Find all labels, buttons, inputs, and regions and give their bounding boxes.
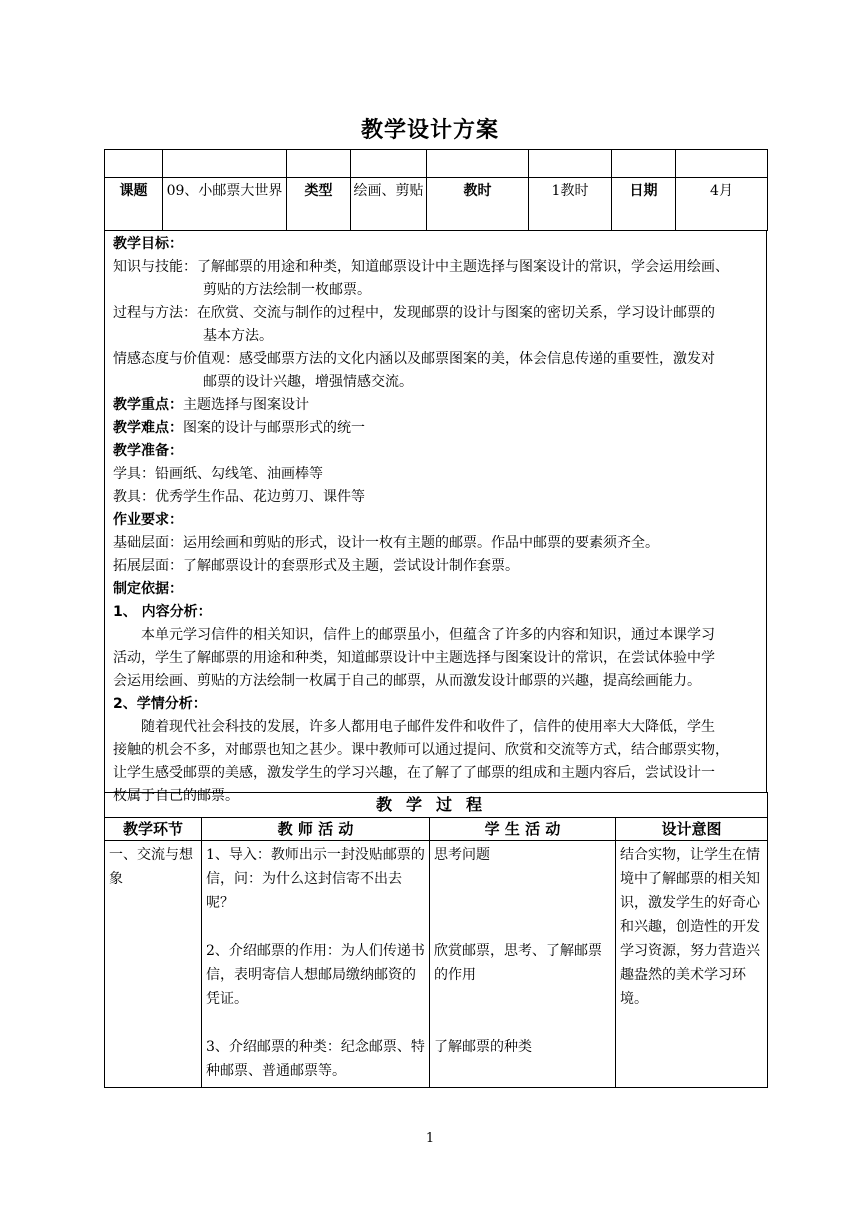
hours-label: 教时: [427, 178, 529, 231]
basis-heading: 制定依据：: [113, 581, 183, 597]
process-line: [113, 302, 766, 325]
emotion-label: 情感态度与价值观：: [113, 351, 239, 367]
knowledge-text: 了解邮票的用途和种类，知道邮票设计中主题选择与图案设计的常识，学会运用绘画、: [197, 259, 729, 275]
student-analysis-line: 让学生感受邮票的美感，激发学生的学习兴趣，在了解了了邮票的组成和主题内容后，尝试设计一: [113, 765, 715, 781]
student-analysis-heading: 2、学情分析：: [113, 696, 207, 712]
plan-body: [104, 231, 767, 804]
key-point-line: [113, 394, 766, 417]
content-analysis-line: 会运用绘画、剪贴的方法绘制一枚属于自己的邮票，从而激发设计邮票的兴趣，提高绘画能力。: [113, 673, 701, 689]
col-student: 学 生 活 动: [430, 818, 616, 841]
table-row: [105, 841, 768, 1088]
process-label: 过程与方法：: [113, 305, 197, 321]
teacher-activity-2: 2、介绍邮票的作用：为人们传递书信，表明寄信人想邮局缴纳邮资的凭证。: [206, 943, 425, 1007]
col-intent: 设计意图: [616, 818, 768, 841]
teacher-activity-3: 3、介绍邮票的种类：纪念邮票、特种邮票、普通邮票等。: [206, 1039, 425, 1079]
teacher-activity-cell: [202, 841, 430, 1088]
preparation-heading: 教学准备：: [113, 443, 183, 459]
intent-cell: 结合实物，让学生在情境中了解邮票的相关知识，激发学生的好奇心和兴趣，创造性的开发学习资源，努力营造兴趣盎然的美术学习环境。: [616, 841, 768, 1088]
difficulty-text: 图案的设计与邮票形式的统一: [183, 420, 365, 436]
info-table: [104, 149, 768, 231]
content-analysis-line: 活动，学生了解邮票的用途和种类，知道邮票设计中主题选择与图案设计的常识，在尝试体验中学: [113, 650, 715, 666]
homework-extended: 拓展层面：了解邮票设计的套票形式及主题，尝试设计制作套票。: [113, 558, 519, 574]
student-tools: 学具：铅画纸、勾线笔、油画棒等: [113, 466, 323, 482]
date-value: 4月: [676, 178, 768, 231]
key-point-label: 教学重点：: [113, 397, 183, 413]
knowledge-line: [113, 256, 766, 279]
objectives-heading: 教学目标：: [113, 236, 183, 252]
student-activity-2: 欣赏邮票，思考、了解邮票的作用: [434, 943, 602, 983]
topic-value: 09、小邮票大世界: [163, 178, 287, 231]
difficulty-label: 教学难点：: [113, 420, 183, 436]
student-analysis-line: 随着现代社会科技的发展，许多人都用电子邮件发件和收件了，信件的使用率大大降低，学生: [141, 719, 715, 735]
content-analysis-heading: 1、 内容分析：: [113, 604, 212, 620]
process-header-row: [105, 818, 768, 841]
process-heading: 教学过程: [105, 793, 768, 818]
difficulty-line: [113, 417, 766, 440]
blank-row: [105, 150, 768, 178]
type-value: 绘画、剪贴: [351, 178, 427, 231]
process-cont: 基本方法。: [203, 328, 273, 344]
homework-basic: 基础层面：运用绘画和剪贴的形式，设计一枚有主题的邮票。作品中邮票的要素须齐全。: [113, 535, 659, 551]
date-label: 日期: [612, 178, 676, 231]
teacher-activity-1: 1、导入：教师出示一封没贴邮票的信，问：为什么这封信寄不出去呢？: [206, 847, 425, 911]
student-analysis-line: 枚属于自己的邮票。: [113, 788, 239, 804]
info-row: [105, 178, 768, 231]
topic-label: 课题: [105, 178, 163, 231]
page-title: 教学设计方案: [360, 118, 499, 143]
stage-cell: 一、交流与想象: [105, 841, 202, 1088]
knowledge-cont: 剪贴的方法绘制一枚邮票。: [203, 282, 371, 298]
student-activity-3: 了解邮票的种类: [434, 1039, 532, 1055]
process-text: 在欣赏、交流与制作的过程中，发现邮票的设计与图案的密切关系，学习设计邮票的: [197, 305, 715, 321]
col-teacher: 教 师 活 动: [202, 818, 430, 841]
key-point-text: 主题选择与图案设计: [183, 397, 309, 413]
emotion-cont: 邮票的设计兴趣，增强情感交流。: [203, 374, 413, 390]
teacher-tools: 教具：优秀学生作品、花边剪刀、课件等: [113, 489, 365, 505]
hours-value: 1教时: [529, 178, 612, 231]
col-stage: 教学环节: [105, 818, 202, 841]
student-activity-cell: [430, 841, 616, 1088]
type-label: 类型: [287, 178, 351, 231]
knowledge-label: 知识与技能：: [113, 259, 197, 275]
content-analysis-line: 本单元学习信件的相关知识，信件上的邮票虽小，但蕴含了许多的内容和知识，通过本课学习: [141, 627, 715, 643]
student-activity-1: 思考问题: [434, 847, 490, 863]
student-analysis-line: 接触的机会不多，对邮票也知之甚少。课中教师可以通过提问、欣赏和交流等方式，结合邮票实物，: [113, 742, 729, 758]
emotion-text: 感受邮票方法的文化内涵以及邮票图案的美，体会信息传递的重要性，激发对: [239, 351, 715, 367]
process-table: [104, 792, 768, 1088]
emotion-line: [113, 348, 766, 371]
homework-heading: 作业要求：: [113, 512, 183, 528]
page-number: 1: [425, 1131, 435, 1146]
process-heading-row: [105, 793, 768, 818]
